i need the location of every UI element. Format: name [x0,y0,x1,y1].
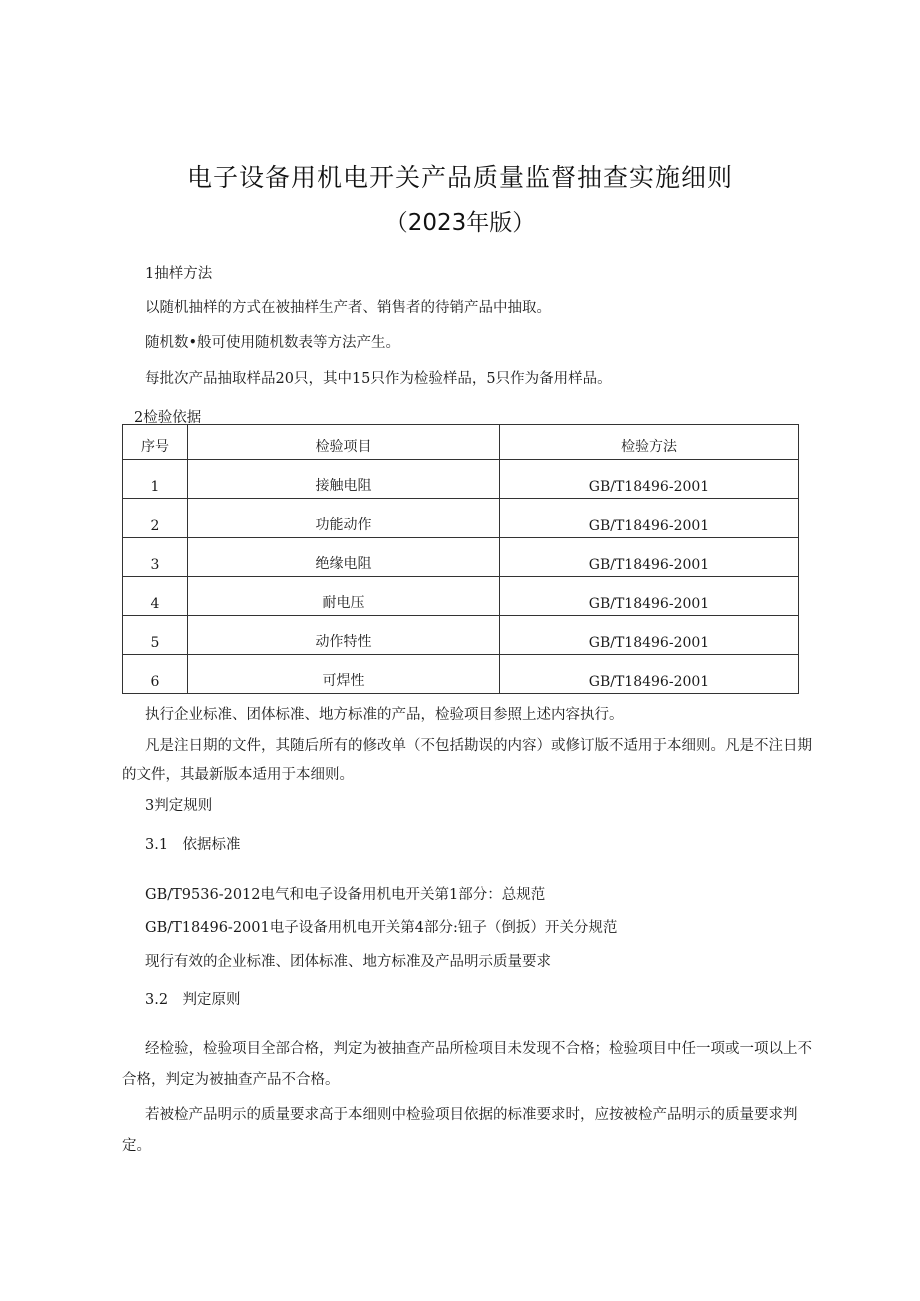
judgment-paragraph-1: 经检验，检验项目全部合格，判定为被抽查产品所检项目未发现不合格；检验项目中任一项或一项以上不合格，判定为被抽查产品不合格。 [122,1041,812,1088]
row-index: 1 [123,460,188,499]
subsection-3-2-heading: 3.2 判定原则 [145,992,241,1008]
table-header-row [123,425,799,460]
subsection-3-1-heading: 3.1 依据标准 [145,837,241,853]
table-row [123,577,799,616]
document-subtitle: （2023年版） [384,210,536,236]
row-item: 耐电压 [188,577,500,616]
row-item: 可焊性 [188,655,500,694]
row-method: GB/T18496-2001 [500,616,799,655]
row-index: 5 [123,616,188,655]
table-row [123,538,799,577]
dated-reference-note: 凡是注日期的文件，其随后所有的修改单（不包括勘误的内容）或修订版不适用于本细则。凡是不注日期的文件，其最新版本适用于本细则。 [122,738,812,783]
standard-line-2: GB/T18496-2001电子设备用机电开关第4部分:钮子（倒扳）开关分规范 [145,920,618,936]
standard-line-3: 现行有效的企业标准、团体标准、地方标准及产品明示质量要求 [145,954,551,970]
row-index: 2 [123,499,188,538]
header-index: 序号 [123,425,188,460]
table-row [123,460,799,499]
header-item: 检验项目 [188,425,500,460]
sampling-line-2: 随机数•般可使用随机数表等方法产生。 [145,335,401,351]
table-row [123,616,799,655]
inspection-table [122,424,799,694]
judgment-paragraph-2: 若被检产品明示的质量要求高于本细则中检验项目依据的标准要求时，应按被检产品明示的质量要求判定。 [122,1107,798,1154]
table-row [123,655,799,694]
section-1-heading: 1抽样方法 [145,266,213,282]
row-index: 6 [123,655,188,694]
section-3-heading: 3判定规则 [145,798,213,814]
row-item: 动作特性 [188,616,500,655]
row-method: GB/T18496-2001 [500,499,799,538]
row-item: 功能动作 [188,499,500,538]
row-method: GB/T18496-2001 [500,460,799,499]
document-title: 电子设备用机电开关产品质量监督抽查实施细则 [186,163,733,192]
row-method: GB/T18496-2001 [500,538,799,577]
row-index: 3 [123,538,188,577]
sampling-line-3: 每批次产品抽取样品20只，其中15只作为检验样品，5只作为备用样品。 [145,371,612,387]
row-method: GB/T18496-2001 [500,577,799,616]
row-index: 4 [123,577,188,616]
header-method: 检验方法 [500,425,799,460]
table-row [123,499,799,538]
row-item: 接触电阻 [188,460,500,499]
sampling-line-1: 以随机抽样的方式在被抽样生产者、销售者的待销产品中抽取。 [145,300,551,316]
standard-line-1: GB/T9536-2012电气和电子设备用机电开关第1部分：总规范 [145,887,546,903]
standards-note: 执行企业标准、团体标准、地方标准的产品，检验项目参照上述内容执行。 [145,707,624,723]
section-2-heading: 2检验依据 [134,410,202,426]
row-item: 绝缘电阻 [188,538,500,577]
row-method: GB/T18496-2001 [500,655,799,694]
